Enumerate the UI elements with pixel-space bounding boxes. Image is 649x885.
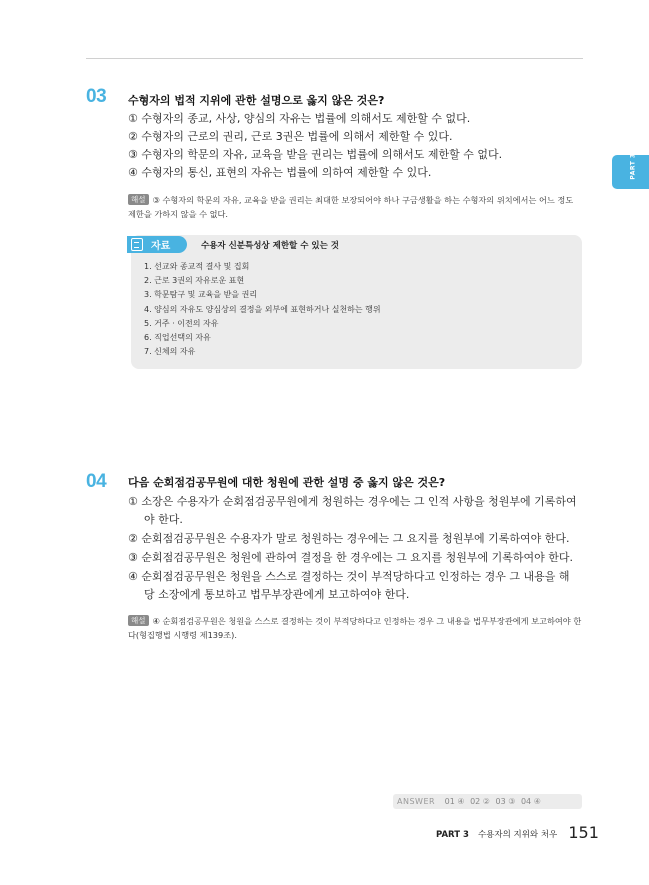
list-item: 5. 거주 · 이전의 자유 [144,318,219,328]
footer-chapter: 수용자의 지위와 처우 [477,830,558,840]
answer-item: 04 ④ [520,797,541,806]
page-number: 151 [568,823,599,842]
option-1: ① 수형자의 종교, 사상, 양심의 자유는 법률에 의해서도 제한할 수 없다. [128,112,471,125]
option-text-continued: 당 소장에게 통보하고 법무부장관에게 보고하여야 한다. [144,588,410,601]
part-side-tab-label: PART 3 [629,153,637,180]
reference-list [144,260,381,359]
list-item: 2. 근로 3권의 자유로운 표현 [144,276,245,286]
reference-title: 수용자 신분특성상 제한할 수 있는 것 [201,241,339,251]
option-3: ③ 순회점검공무원은 청원에 관하여 결정을 한 경우에는 그 요지를 청원부에 기록하여야 한다. [128,551,573,564]
option-4: ④ 수형자의 통신, 표현의 자유는 법률에 의하여 제한할 수 있다. [128,166,432,179]
document-icon [131,238,143,251]
reference-label-pill [127,236,187,253]
question-title: 다음 순회점검공무원에 대한 청원에 관한 설명 중 옳지 않은 것은? [128,476,446,489]
answer-item: 02 ② [470,797,490,806]
footer-part: PART 3 [436,830,469,840]
question-number: 04 [86,471,107,492]
explanation [128,193,583,221]
part-side-tab [612,155,649,189]
option-text-continued: 야 한다. [144,513,183,526]
question-title: 수형자의 법적 지위에 관한 설명으로 옳지 않은 것은? [128,94,385,107]
reference-box [131,235,582,369]
page-footer [436,822,599,842]
header-rule [86,58,583,59]
list-item: 3. 학문탐구 및 교육을 받을 권리 [144,290,258,300]
list-item: 7. 신체의 자유 [144,347,196,357]
list-item: 6. 직업선택의 자유 [144,333,211,343]
list-item: 4. 양심의 자유도 양심상의 결정을 외부에 표현하거나 실천하는 행위 [144,304,381,314]
explanation-text: ③ 수형자의 학문의 자유, 교육을 받을 권리는 최대한 보장되어야 하나 구금생활을 하는 수형자의 위치에서는 어느 정도 제한을 가하지 않을 수 없다. [128,195,574,219]
option-text: ④ 순회점검공무원은 청원을 스스로 결정하는 것이 부적당하다고 인정하는 경우 그 내용을 해 [128,570,570,583]
option-1 [128,493,583,529]
option-text: ① 소장은 수용자가 순회점검공무원에게 청원하는 경우에는 그 인적 사항을 청원부에 기록하여 [128,495,577,508]
list-item: 1. 선교와 종교적 결사 및 집회 [144,262,250,271]
explanation-text: ④ 순회점검공무원은 청원을 스스로 결정하는 것이 부적당하다고 인정하는 경우 그 내용을 법무부장관에게 보고하여야 한다(형집행법 시행령 제139조). [128,616,582,640]
explanation-tag: 해설 [128,194,149,205]
option-4 [128,568,583,604]
answer-bar [393,794,582,809]
answer-item: 01 ④ [444,797,465,806]
option-2: ② 수형자의 근로의 권리, 근로 3권은 법률에 의해서 제한할 수 있다. [128,130,453,143]
explanation [128,614,583,642]
answer-label: ANSWER [397,797,436,806]
answer-item: 03 ③ [495,797,516,806]
explanation-tag: 해설 [128,615,149,626]
option-2: ② 순회점검공무원은 수용자가 말로 청원하는 경우에는 그 요지를 청원부에 기록하여야 한다. [128,532,570,545]
reference-label: 자료 [151,241,171,252]
option-3: ③ 수형자의 학문의 자유, 교육을 받을 권리는 법률에 의해서도 제한할 수 없다. [128,148,503,161]
question-number: 03 [86,86,107,107]
